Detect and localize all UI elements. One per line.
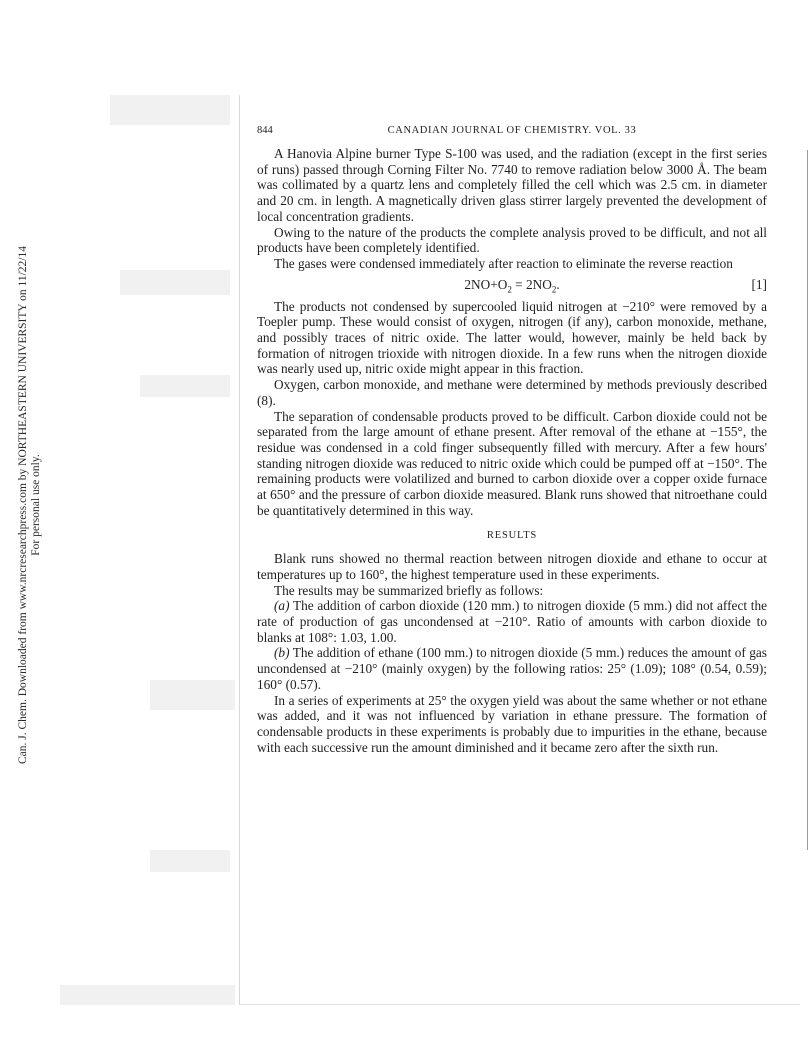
article-body xyxy=(257,146,767,755)
result-b-label: (b) xyxy=(274,645,290,661)
paragraph-blank-runs: Blank runs showed no thermal reaction between nitrogen dioxide and ethane to occur at temperatures up to 160°, the highest temperature used in these experiments. xyxy=(257,551,767,582)
paragraph-analysis: Owing to the nature of the products the complete analysis proved to be difficult, and not all products have been completely identified. xyxy=(257,224,767,256)
download-watermark-line-2: For personal use only. xyxy=(30,454,42,556)
running-title: CANADIAN JOURNAL OF CHEMISTRY. VOL. 33 xyxy=(387,125,637,136)
bottom-scan-line xyxy=(240,1004,800,1005)
equation-number: [1] xyxy=(751,276,767,292)
paragraph-condensation: The gases were condensed immediately after reaction to eliminate the reverse reaction xyxy=(274,255,733,271)
scan-artifact xyxy=(60,985,235,1005)
scan-artifact xyxy=(150,850,230,872)
running-header xyxy=(257,125,767,139)
page-number: 844 xyxy=(257,125,273,136)
download-watermark xyxy=(17,155,43,855)
paragraph-separation: The separation of condensable products proved to be difficult. Carbon dioxide could not be separated from the large amount of ethane present. After removal of the ethane at −155°, the residue was condensed in a cold finger subsequently filled with mercury. After a few hours' standing nitrogen dioxide was reduced to nitric oxide which could be pumped off at −150°. The remaining products were volatilized and burned to carbon dioxide over a copper oxide furnace at 650° and the pressure of carbon dioxide measured. Blank runs showed that nitroethane could be quantitatively determined in this way. xyxy=(257,408,767,518)
scan-artifact xyxy=(150,680,235,710)
scan-artifact xyxy=(110,95,230,125)
section-heading-results: RESULTS xyxy=(486,530,538,542)
paragraph-oxygen-yield: In a series of experiments at 25° the oxygen yield was about the same whether or not ethane was added, and it was not influenced by variation in ethane pressure. The formation of condensable products in these experiments is probably due to impurities in the ethane, because with each successive run the amount diminished and it became zero after the sixth run. xyxy=(257,692,767,755)
paragraph-summary-intro: The results may be summarized briefly as follows: xyxy=(274,582,544,598)
page-edge-line xyxy=(807,150,808,850)
paragraph-methods: Oxygen, carbon monoxide, and methane were determined by methods previously described (8). xyxy=(257,377,767,408)
equation-expression: $2NO+O_2 = 2NO_2$. xyxy=(464,276,560,295)
paragraph-result-a: (a) The addition of carbon dioxide (120 mm.) to nitrogen dioxide (5 mm.) did not affect the rate of production of gas uncondensed at −210°. Ratio of amounts with carbon dioxide to blanks at 108°: 1.03, 1.00. xyxy=(257,598,767,645)
paragraph-uncondensed-products: The products not condensed by supercooled liquid nitrogen at −210° were removed by a Toepler pump. These would consist of oxygen, nitrogen (if any), carbon monoxide, methane, and possibly traces of nitric oxide. The latter would, however, mainly be held back by formation of nitrogen trioxide with nitrogen dioxide. In a few runs when the nitrogen dioxide was nearly used up, nitric oxide might appear in this fraction. xyxy=(257,298,767,377)
download-watermark-line-1: Can. J. Chem. Downloaded from www.nrcresearchpress.com by NORTHEASTERN UNIVERSITY on 11/22/14 xyxy=(17,246,29,764)
equation-1 xyxy=(257,277,767,293)
result-a-label: (a) xyxy=(274,598,290,614)
scan-artifact xyxy=(120,270,230,295)
paragraph-result-b: (b) The addition of ethane (100 mm.) to nitrogen dioxide (5 mm.) reduces the amount of gas uncondensed at −210° (mainly oxygen) by the following ratios: 25° (1.09); 108° (0.54, 0.59); 160° (0.57). xyxy=(257,645,767,692)
binding-margin-line xyxy=(239,95,240,1005)
scan-artifact xyxy=(140,375,230,397)
paragraph-apparatus: A Hanovia Alpine burner Type S-100 was used, and the radiation (except in the first series of runs) passed through Corning Filter No. 7740 to remove radiation below 3000 Å. The beam was collimated by a quartz lens and completely filled the cell which was 2.5 cm. in diameter and 20 cm. in length. A magnetically driven glass stirrer largely prevented the development of local concentration gradients. xyxy=(257,146,767,224)
